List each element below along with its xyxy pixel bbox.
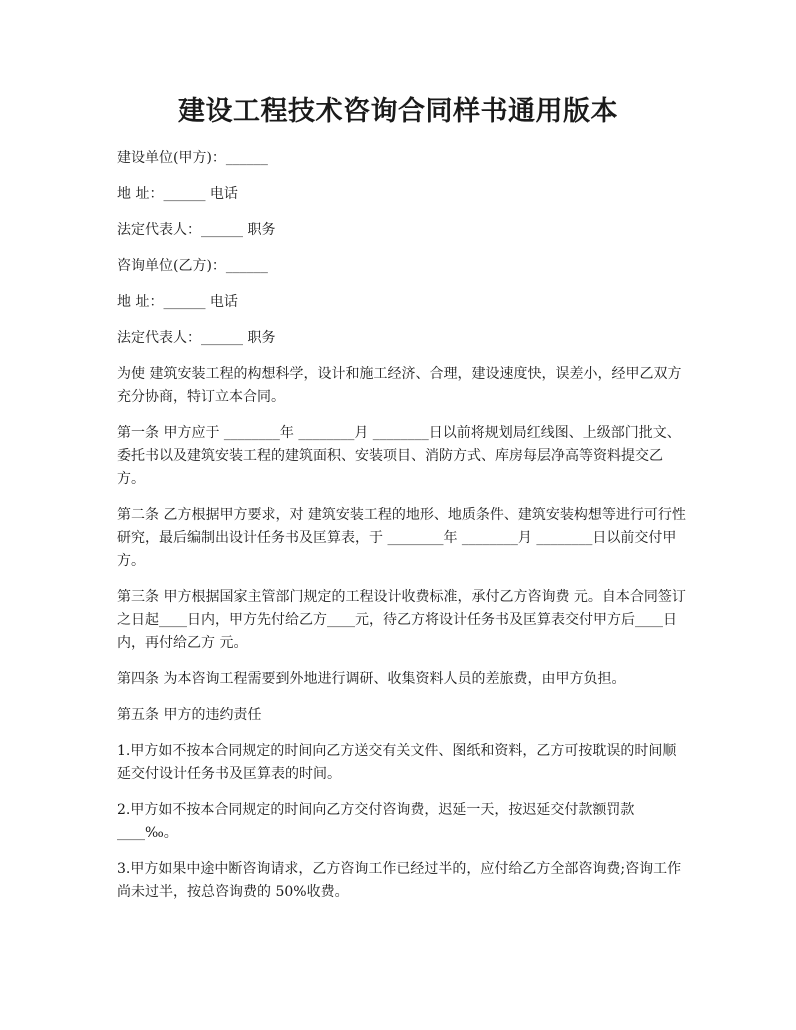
document-title: 建设工程技术咨询合同样书通用版本 (178, 96, 618, 127)
party-a-name-line: 建设单位(甲方)：______ (117, 150, 268, 166)
preamble-paragraph: 为使 建筑安装工程的构想科学，设计和施工经济、合理，建设速度快，误差小，经甲乙双方充分协商，特订立本合同。 (117, 366, 682, 405)
party-b-address-line: 地 址：______ 电话 (117, 294, 238, 310)
article-3-paragraph: 第三条 甲方根据国家主管部门规定的工程设计收费标准，承付乙方咨询费 元。自本合同签订之日起____日内，甲方先付给乙方____元，待乙方将设计任务书及匡算表交付甲方后____日内，再付给乙方 元。 (117, 589, 686, 651)
party-a-address-line: 地 址：______ 电话 (117, 186, 238, 202)
article-4-paragraph: 第四条 为本咨询工程需要到外地进行调研、收集资料人员的差旅费，由甲方负担。 (117, 671, 626, 687)
article-1-paragraph: 第一条 甲方应于 ________年 ________月 ________日以前将规划局红线图、上级部门批文、委托书以及建筑安装工程的建筑面积、安装项目、消防方式、库房每层净高等资料提交乙方。 (117, 425, 681, 487)
article-5-clause-2: 2.甲方如不按本合同规定的时间向乙方交付咨询费，迟延一天，按迟延交付款额罚款____‰。 (117, 802, 635, 841)
party-a-representative-line: 法定代表人：______ 职务 (117, 222, 276, 238)
article-5-clause-1: 1.甲方如不按本合同规定的时间向乙方送交有关文件、图纸和资料，乙方可按耽误的时间顺延交付设计任务书及匡算表的时间。 (117, 743, 677, 782)
article-5-clause-3: 3.甲方如果中途中断咨询请求，乙方咨询工作已经过半的，应付给乙方全部咨询费;咨询工作尚未过半，按总咨询费的 50%收费。 (117, 861, 682, 900)
document-body (117, 147, 687, 917)
party-b-name-line: 咨询单位(乙方)：______ (117, 258, 268, 274)
article-2-paragraph: 第二条 乙方根据甲方要求，对 建筑安装工程的地形、地质条件、建筑安装构想等进行可行性研究，最后编制出设计任务书及匡算表，于 ________年 ________月 ________日以前交付甲方。 (117, 507, 686, 569)
party-b-representative-line: 法定代表人：______ 职务 (117, 330, 276, 346)
article-5-heading: 第五条 甲方的违约责任 (117, 707, 262, 723)
